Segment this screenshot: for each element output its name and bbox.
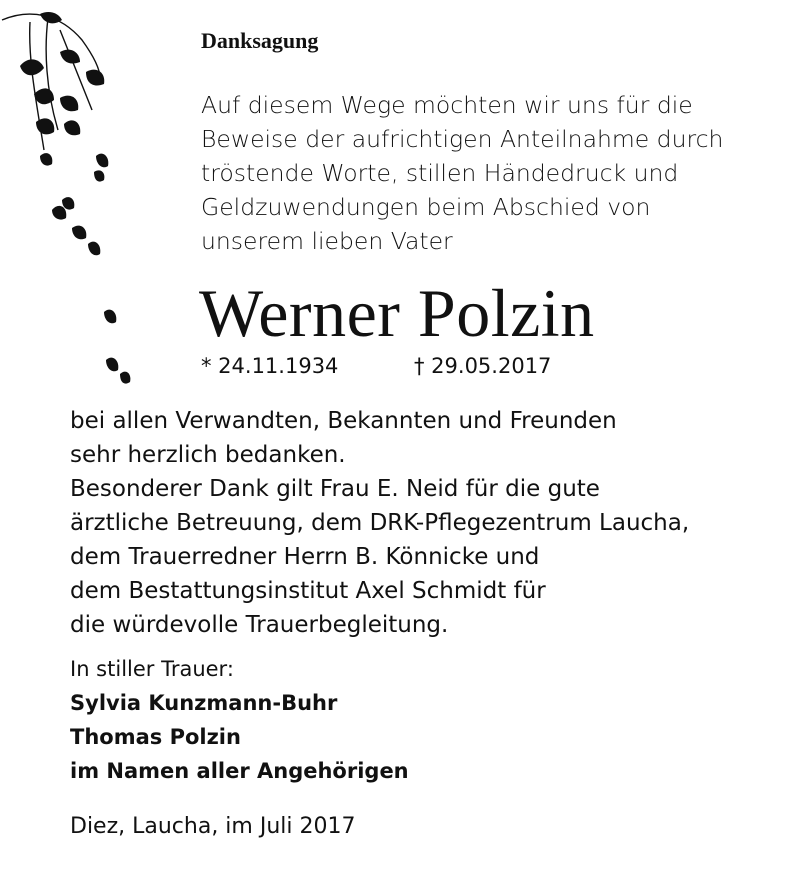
intro-paragraph: [201, 88, 781, 258]
body-line: dem Trauerredner Herrn B. Könnicke und: [70, 544, 540, 570]
signer-name: Sylvia Kunzmann-Buhr: [70, 691, 338, 715]
heading-danksagung: Danksagung: [201, 28, 319, 53]
signer-name: Thomas Polzin: [70, 725, 241, 749]
leaf-branch-illustration: [0, 0, 150, 400]
place-date: Diez, Laucha, im Juli 2017: [70, 814, 356, 839]
intro-line: tröstende Worte, stillen Händedruck und: [201, 159, 679, 187]
life-dates: [201, 354, 552, 378]
signers-block: [70, 652, 409, 788]
body-line: ärztliche Betreuung, dem DRK-Pflegezentrum Laucha,: [70, 510, 690, 536]
body-line: bei allen Verwandten, Bekannten und Freunden: [70, 408, 617, 434]
signer-names: [70, 686, 409, 788]
mourning-label: In stiller Trauer:: [70, 657, 234, 681]
deceased-name: Werner Polzin: [199, 275, 595, 351]
intro-line: Geldzuwendungen beim Abschied von: [201, 193, 651, 221]
body-line: Besonderer Dank gilt Frau E. Neid für die gute: [70, 476, 600, 502]
intro-line: unserem lieben Vater: [201, 227, 453, 255]
body-line: sehr herzlich bedanken.: [70, 442, 346, 468]
body-line: die würdevolle Trauerbegleitung.: [70, 612, 449, 638]
intro-line: Beweise der aufrichtigen Anteilnahme durch: [201, 125, 724, 153]
body-line: dem Bestattungsinstitut Axel Schmidt für: [70, 578, 546, 604]
intro-line: Auf diesem Wege möchten wir uns für die: [201, 91, 693, 119]
death-date: † 29.05.2017: [414, 354, 552, 378]
birth-date: * 24.11.1934: [201, 354, 339, 378]
signer-name: im Namen aller Angehörigen: [70, 759, 409, 783]
body-paragraph: [70, 404, 770, 642]
